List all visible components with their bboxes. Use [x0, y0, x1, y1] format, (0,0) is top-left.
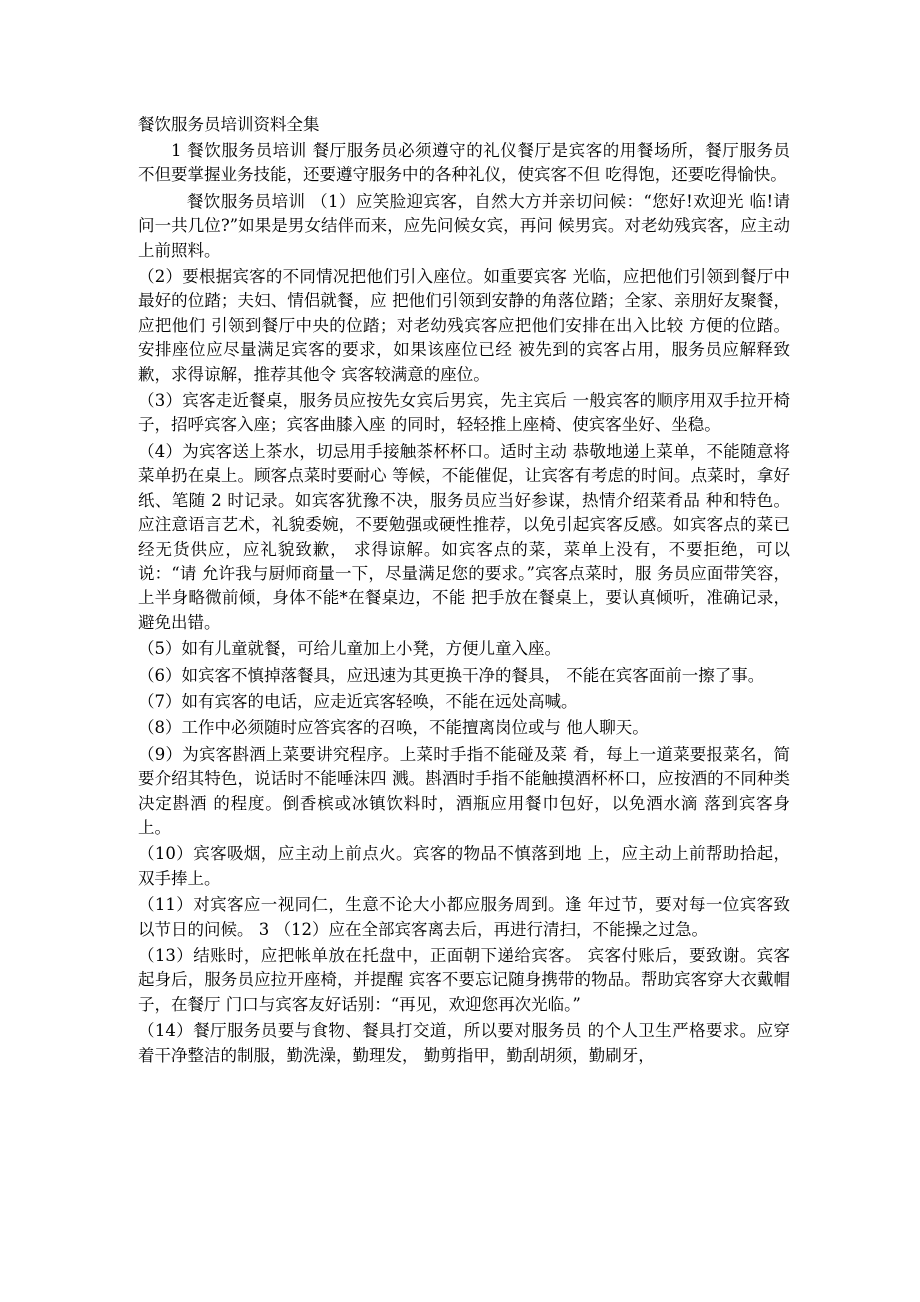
paragraph-item-4: （4）为宾客送上茶水，切忌用手接触茶杯杯口。适时主动 恭敬地递上菜单，不能随意将菜单扔在桌上。顾客点菜时要耐心 等候，不能催促，让宾客有考虑的时间。点菜时，拿好纸、笔随 2 时记录。如宾客犹豫不决，服务员应当好参谋，热情介绍菜肴品 种和特色。应注意语言艺术，礼貌委婉，不要勉强或硬性推荐，以免引起宾客反感。如宾客点的菜已经无货供应，应礼貌致歉， 求得谅解。如宾客点的菜，菜单上没有，不要拒绝，可以说：“请 允许我与厨师商量一下，尽量满足您的要求。”宾客点菜时，服 务员应面带笑容，上半身略微前倾，身体不能*在餐桌边，不能 把手放在餐桌上，要认真倾听，准确记录，避免出错。 — [138, 441, 790, 632]
document-page — [138, 112, 790, 1070]
intro-paragraph: 1 餐饮服务员培训 餐厅服务员必须遵守的礼仪餐厅是宾客的用餐场所，餐厅服务员 不但要掌握业务技能，还要遵守服务中的各种礼仪，使宾客不但 吃得饱，还要吃得愉快。 — [138, 141, 790, 185]
paragraph-item-5: （5）如有儿童就餐，可给儿童加上小凳，方便儿童入座。 — [138, 639, 561, 659]
paragraph-item-2: （2）要根据宾客的不同情况把他们引入座位。如重要宾客 光临，应把他们引领到餐厅中最好的位踏；夫妇、情侣就餐，应 把他们引领到安静的角落位踏；全家、亲朋好友聚餐，应把他们 引领到餐厅中央的位踏；对老幼残宾客应把他们安排在出入比较 方便的位踏。安排座位应尽量满足宾客的要求，如果该座位已经 被先到的宾客占用，服务员应解释致歉，求得谅解，推荐其他令 宾客较满意的座位。 — [138, 267, 790, 384]
paragraph-item-13: （13）结账时，应把帐单放在托盘中，正面朝下递给宾客。 宾客付账后，要致谢。宾客起身后，服务员应拉开座椅，并提醒 宾客不要忘记随身携带的物品。帮助宾客穿大衣戴帽子，在餐厅 门口与宾客友好话别：“再见，欢迎您再次光临。” — [138, 946, 790, 1014]
paragraph-item-6: （6）如宾客不慎掉落餐具，应迅速为其更换干净的餐具， 不能在宾客面前一擦了事。 — [138, 665, 765, 685]
paragraph-item-9: （9）为宾客斟酒上菜要讲究程序。上菜时手指不能碰及菜 肴，每上一道菜要报菜名，简要介绍其特色，说话时不能唾沫四 溅。斟酒时手指不能触摸酒杯杯口，应按酒的不同种类决定斟酒 的程度。倒香槟或冰镇饮料时，酒瓶应用餐巾包好，以免酒水滴 落到宾客身上。 — [138, 744, 790, 837]
paragraph-item-11-12: （11）对宾客应一视同仁，生意不论大小都应服务周到。逢 年过节，要对每一位宾客致以节日的问候。 3 （12）应在全部宾客离去后，再进行清扫，不能操之过急。 — [138, 895, 790, 939]
paragraph-item-8: （8）工作中必须随时应答宾客的召唤，不能擅离岗位或与 他人聊天。 — [138, 718, 649, 738]
paragraph-item-10: （10）宾客吸烟，应主动上前点火。宾客的物品不慎落到地 上，应主动上前帮助拾起，双手捧上。 — [138, 844, 790, 888]
paragraph-item-1: 餐饮服务员培训 （1）应笑脸迎宾客，自然大方并亲切问候：“您好!欢迎光 临!请问一共几位?”如果是男女结伴而来，应先问候女宾，再问 候男宾。对老幼残宾客，应主动上前照料。 — [138, 191, 790, 260]
paragraph-item-14: （14）餐厅服务员要与食物、餐具打交道，所以要对服务员 的个人卫生严格要求。应穿着干净整洁的制服，勤洗澡，勤理发， 勤剪指甲，勤刮胡须，勤刷牙， — [138, 1021, 790, 1065]
document-title: 餐饮服务员培训资料全集 — [138, 115, 320, 134]
paragraph-item-3: （3）宾客走近餐桌，服务员应按先女宾后男宾，先主宾后 一般宾客的顺序用双手拉开椅子，招呼宾客入座；宾客曲膝入座 的同时，轻轻推上座椅、使宾客坐好、坐稳。 — [138, 391, 790, 435]
paragraph-item-7: （7）如有宾客的电话，应走近宾客轻唤，不能在远处高喊。 — [138, 691, 578, 711]
